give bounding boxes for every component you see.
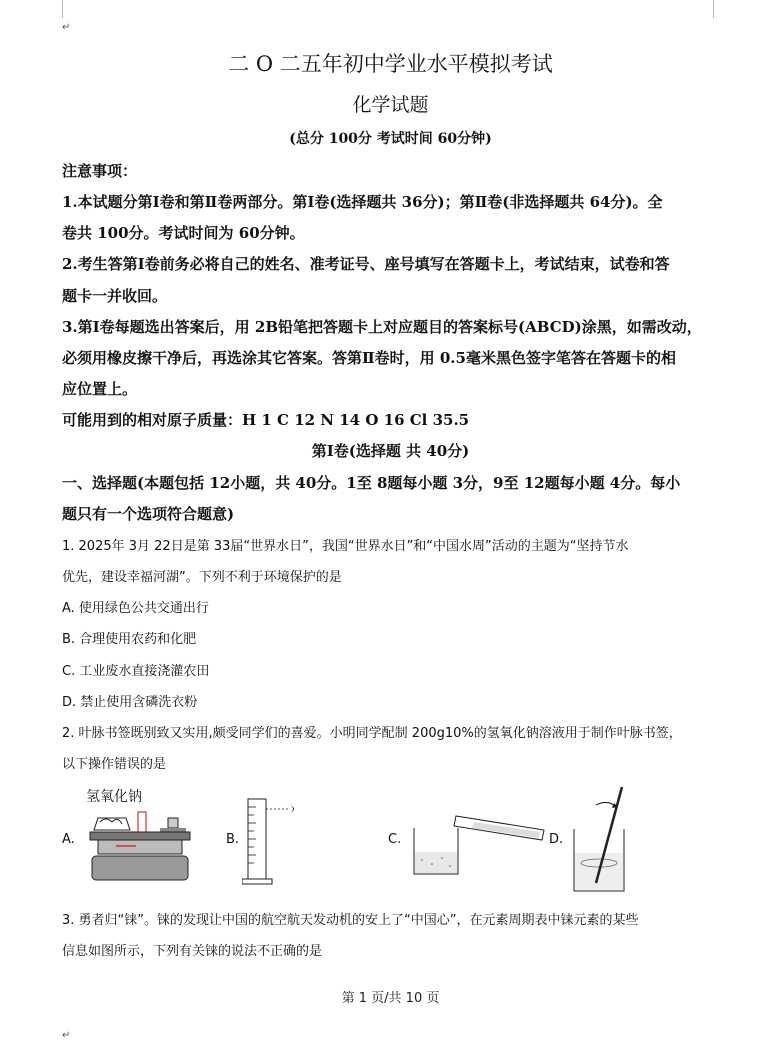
corner-mark-left <box>62 0 63 18</box>
notice-item-3-line-2: 必须用橡皮擦干净后，再选涂其它答案。答第Ⅱ卷时，用 0.5毫米黑色签字笔答在答题卡的相 <box>62 349 676 367</box>
q1-stem-line-2: 优先，建设幸福河湖”。下列不利于环境保护的是 <box>62 570 342 585</box>
q3-stem-line-1: 3. 勇者归“铼”。铼的发现让中国的航空航天发动机的安上了“中国心”，在元素周期表中铼元素的某些 <box>62 913 639 928</box>
cylinder-figure <box>242 795 312 885</box>
figure-label-d: D. <box>549 832 564 847</box>
corner-mark-right <box>713 0 714 18</box>
subject-title: 化学试题 <box>352 94 429 116</box>
exam-title: 二 O 二五年初中学业水平模拟考试 <box>228 52 553 76</box>
figure-label-b: B. <box>226 832 240 847</box>
q1-stem-line-1: 1. 2025年 3月 22日是第 33届“世界水日”，我国“世界水日”和“中国水周”活动的主题为“坚持节水 <box>62 539 629 554</box>
paragraph-mark: ↵ <box>62 22 71 33</box>
notice-item-3-line-1: 3.第Ⅰ卷每题选出答案后，用 2B铅笔把答题卡上对应题目的答案标号(ABCD)涂黑，如需改动， <box>62 318 702 336</box>
atomic-mass-line: 可能用到的相对原子质量：H 1 C 12 N 14 O 16 Cl 35.5 <box>62 411 470 429</box>
notice-item-1-line-1: 1.本试题分第Ⅰ卷和第Ⅱ卷两部分。第Ⅰ卷(选择题共 36分)；第Ⅱ卷(非选择题共 64分)。全 <box>62 193 663 211</box>
q2-stem-line-2: 以下操作错误的是 <box>62 757 167 772</box>
q1-option-a: A. 使用绿色公共交通出行 <box>62 601 209 616</box>
balance-figure <box>78 800 198 890</box>
part1-heading: 第Ⅰ卷(选择题 共 40分) <box>311 442 470 460</box>
notice-heading: 注意事项： <box>62 162 138 180</box>
section1-line-2: 题只有一个选项符合题意) <box>62 505 235 523</box>
q2-stem-line-1: 2. 叶脉书签既别致又实用,颇受同学们的喜爱。小明同学配制 200g10%的氢氧化钠溶液用于制作叶脉书签， <box>62 726 682 741</box>
figure-a-caption: 氢氧化钠 <box>86 789 142 805</box>
q1-option-c: C. 工业废水直接浇灌农田 <box>62 664 210 679</box>
notice-item-2-line-1: 2.考生答第Ⅰ卷前务必将自己的姓名、准考证号、座号填写在答题卡上，考试结束，试卷和答 <box>62 255 670 273</box>
notice-item-1-line-2: 卷共 100分。考试时间为 60分钟。 <box>62 224 305 242</box>
stirring-figure <box>566 783 636 898</box>
q1-option-b: B. 合理使用农药和化肥 <box>62 632 197 647</box>
notice-item-3-line-3: 应位置上。 <box>62 380 138 398</box>
figure-label-c: C. <box>388 832 402 847</box>
pouring-figure <box>404 800 554 880</box>
figure-label-a: A. <box>62 832 75 847</box>
q3-stem-line-2: 信息如图所示，下列有关铼的说法不正确的是 <box>62 944 323 959</box>
q1-option-d: D. 禁止使用含磷洗衣粉 <box>62 695 198 710</box>
exam-meta: (总分 100分 考试时间 60分钟) <box>289 131 492 147</box>
notice-item-2-line-2: 题卡一并收回。 <box>62 287 168 305</box>
page-footer: 第 1 页/共 10 页 <box>341 991 440 1006</box>
section1-line-1: 一、选择题(本题包括 12小题，共 40分。1至 8题每小题 3分，9至 12题每小题 4分。每小 <box>62 474 681 492</box>
paragraph-mark-bottom: ↵ <box>62 1030 71 1041</box>
